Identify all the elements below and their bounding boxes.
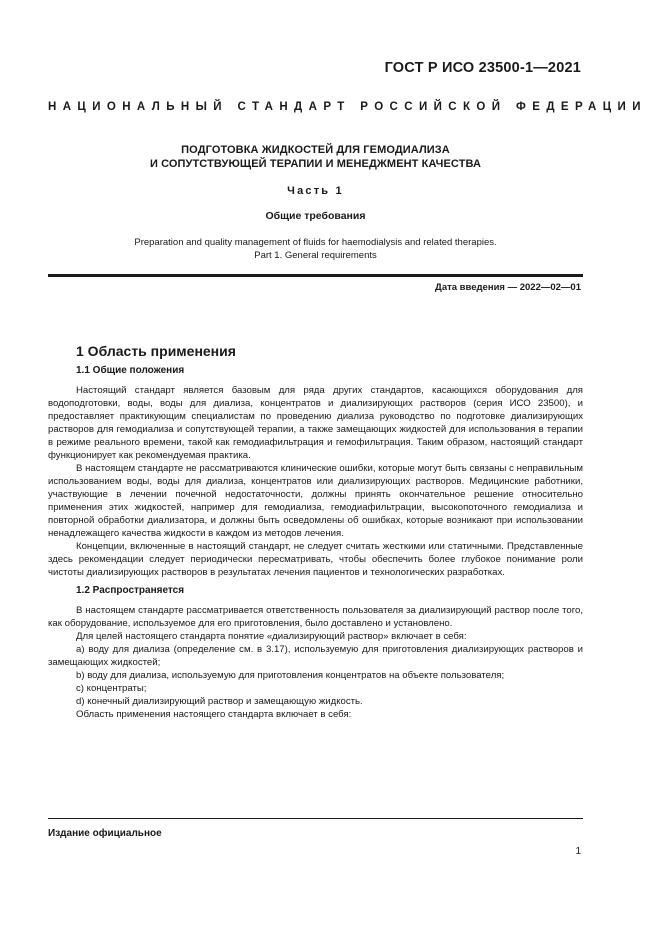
part-label: Часть 1 (287, 185, 344, 197)
paragraph: В настоящем стандарте не рассматриваются клинические ошибки, которые могут быть связаны с неправильным использованием воды, воды для диализа, концентратов или диализирующих растворов. Медицинские работники, участвующие в лечении почечной недостаточности, должны принять окончательное решение относительно применения этих жидкостей, например для гемодиализа, гемодиафильтрации, высокопоточного гемодиализа и повторной обработки диализатора, и должны быть осведомлены об ошибках, которые возникают при использовании ненадлежащего качества жидкости в каждом из методов лечения. (48, 463, 583, 539)
title-line-2: И СОПУТСТВУЮЩЕЙ ТЕРАПИИ И МЕНЕДЖМЕНТ КАЧЕСТВА (149, 158, 482, 170)
list-item: b) воду для диализа, используемую для приготовления концентратов на объекте пользователя; (76, 670, 505, 681)
english-title-line-2: Part 1. General requirements (254, 250, 377, 261)
paragraph: Настоящий стандарт является базовым для ряда других стандартов, касающихся оборудования для водоподготовки, воды, воды для диализа, концентратов и диализирующих растворов (серия ИСО 23500), и предоставляет практикующим специалистам по проведению диализа руководство по подготовке диализирующих растворов для гемодиализа и сопутствующей терапии, а также замещающих жидкостей для использования в терапии в режиме реального времени, такой как гемодиафильтрация и гемофильтрация. Таким образом, настоящий стандарт функционирует как рекомендуемая практика. (48, 385, 583, 461)
header-divider (48, 274, 583, 277)
title-block (48, 143, 583, 262)
gost-code: ГОСТ Р ИСО 23500-1—2021 (384, 60, 581, 76)
list-item: c) концентраты; (76, 683, 147, 694)
section-1 (48, 343, 583, 721)
paragraph: Область применения настоящего стандарта включает в себя: (76, 709, 352, 720)
official-edition-label: Издание официальное (48, 828, 162, 839)
subtitle: Общие требования (265, 210, 366, 222)
page-number: 1 (575, 846, 581, 857)
paragraph: Для целей настоящего стандарта понятие «диализирующий раствор» включает в себя: (76, 631, 467, 642)
english-title-line-1: Preparation and quality management of fluids for haemodialysis and related therapies. (134, 237, 497, 248)
subsection-heading-1-1: 1.1 Общие положения (76, 365, 185, 376)
subsection-heading-1-2: 1.2 Распространяется (76, 585, 185, 596)
national-standard-banner: НАЦИОНАЛЬНЫЙ СТАНДАРТ РОССИЙСКОЙ ФЕДЕРАЦИИ (48, 101, 647, 113)
title-line-1: ПОДГОТОВКА ЖИДКОСТЕЙ ДЛЯ ГЕМОДИАЛИЗА (181, 144, 450, 156)
footer-divider (48, 818, 583, 819)
section-heading: 1 Область применения (76, 343, 236, 359)
english-title (48, 236, 583, 262)
paragraph: Концепции, включенные в настоящий стандарт, не следует считать жесткими или статичными. Представленные здесь рекомендации следует периодически пересматривать, чтобы обеспечить более глубокое понимание роли чистоты диализирующих растворов в результатах лечения пациентов и технологических разработках. (48, 541, 583, 578)
introduction-date: Дата введения — 2022—02—01 (435, 282, 581, 293)
list-item: d) конечный диализирующий раствор и замещающую жидкость. (76, 696, 363, 707)
list-item: a) воду для диализа (определение см. в 3.17), используемую для приготовления диализирующих растворов и замещающих жидкостей; (48, 644, 583, 668)
paragraph: В настоящем стандарте рассматривается ответственность пользователя за диализирующий раствор после того, как оборудование, используемое для его приготовления, было доставлено и установлено. (48, 605, 583, 629)
